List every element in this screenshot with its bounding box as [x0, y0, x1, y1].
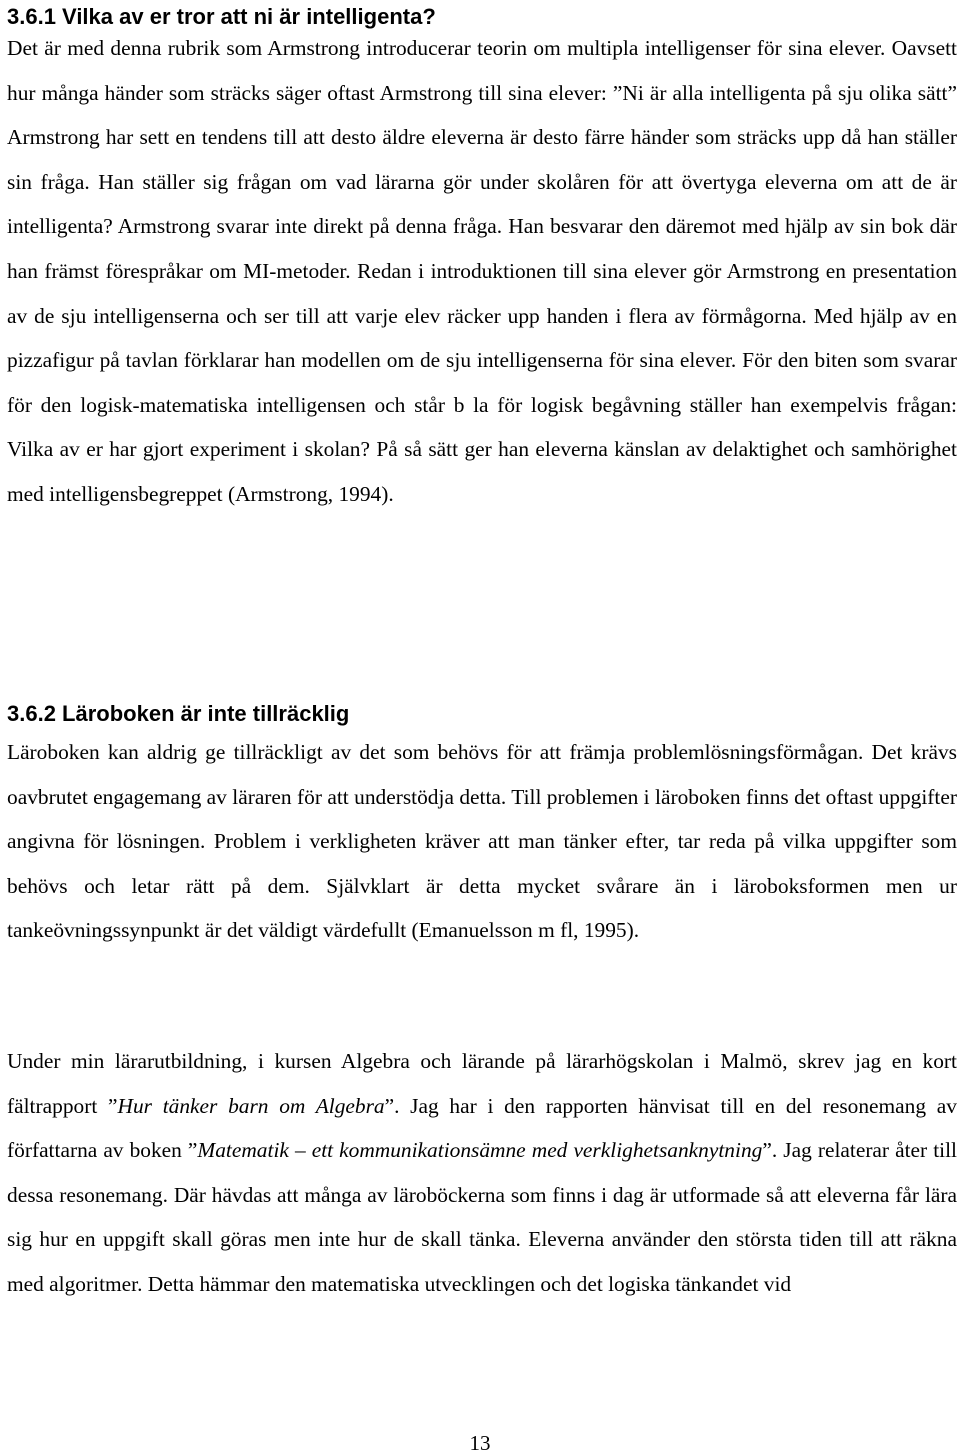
book-title-italic: Matematik – ett kommunikationsämne med verklighetsanknytning — [197, 1138, 763, 1163]
page-number: 13 — [469, 1431, 491, 1455]
section-3-6-1-paragraph: Det är med denna rubrik som Armstrong introducerar teorin om multipla intelligenser för sina elever. Oavsett hur många händer som sträcks säger oftast Armstrong till sina elever: ”Ni är alla intelligenta på sju olika sätt” Armstrong har sett en tendens till att desto äldre eleverna är desto färre händer som sträcks upp då han ställer sin fråga. Han ställer sig frågan om vad lärarna gör under skolåren för att övertyga eleverna om att de är intelligenta? Armstrong svarar inte direkt på denna fråga. Han besvarar den däremot med hjälp av sin bok där han främst förespråkar om MI-metoder. Redan i introduktionen till sina elever gör Armstrong en presentation av de sju intelligenserna och ser till att varje elev räcker upp handen i flera av förmågorna. Med hjälp av en pizzafigur på tavlan förklarar han modellen om de sju intelligenserna för sina elever. För den biten som svarar för den logisk-matematiska intelligensen och står b la för logisk begåvning ställer han exempelvis frågan: Vilka av er har gjort experiment i skolan? På så sätt ger han eleverna känslan av delaktighet och samhörighet med intelligensbegreppet (Armstrong, 1994). — [7, 36, 957, 506]
paragraph-text-part-1: Under min lärarutbildning, i kursen Algebra och lärande på lärarhögskolan i Malmö, skrev jag en kort fältrapport ” — [7, 1049, 957, 1118]
report-title-italic: Hur tänker barn om Algebra — [117, 1093, 385, 1118]
section-heading-3-6-2: 3.6.2 Läroboken är inte tillräcklig — [7, 701, 350, 726]
field-report-paragraph — [7, 1039, 957, 1307]
paragraph-text-part-2: ”. Jag har i den rapporten hänvisat till en del resonemang av författarna av boken ” — [7, 1093, 957, 1163]
section-heading-3-6-1: 3.6.1 Vilka av er tror att ni är intelligenta? — [7, 4, 436, 29]
section-3-6-2-paragraph: Läroboken kan aldrig ge tillräckligt av det som behövs för att främja problemlösningsförmågan. Det krävs oavbrutet engagemang av läraren för att understödja detta. Till problemen i läroboken finns det oftast uppgifter angivna för lösningen. Problem i verkligheten kräver att man tänker efter, tar reda på vilka uppgifter som behövs och letar rätt på dem. Självklart är detta mycket svårare än i läroboksformen men ur tankeövningssynpunkt är det väldigt värdefullt (Emanuelsson m fl, 1995). — [7, 740, 957, 943]
paragraph-text-part-3: ”. Jag relaterar åter till dessa resonemang. Där hävdas att många av läroböckerna som finns i dag är utformade så att eleverna får lära sig hur en uppgift skall göras men inte hur de skall tänka. Eleverna använder den största tiden till att räkna med algoritmer. Detta hämmar den matematiska utvecklingen och det logiska tänkandet vid — [7, 1138, 958, 1296]
